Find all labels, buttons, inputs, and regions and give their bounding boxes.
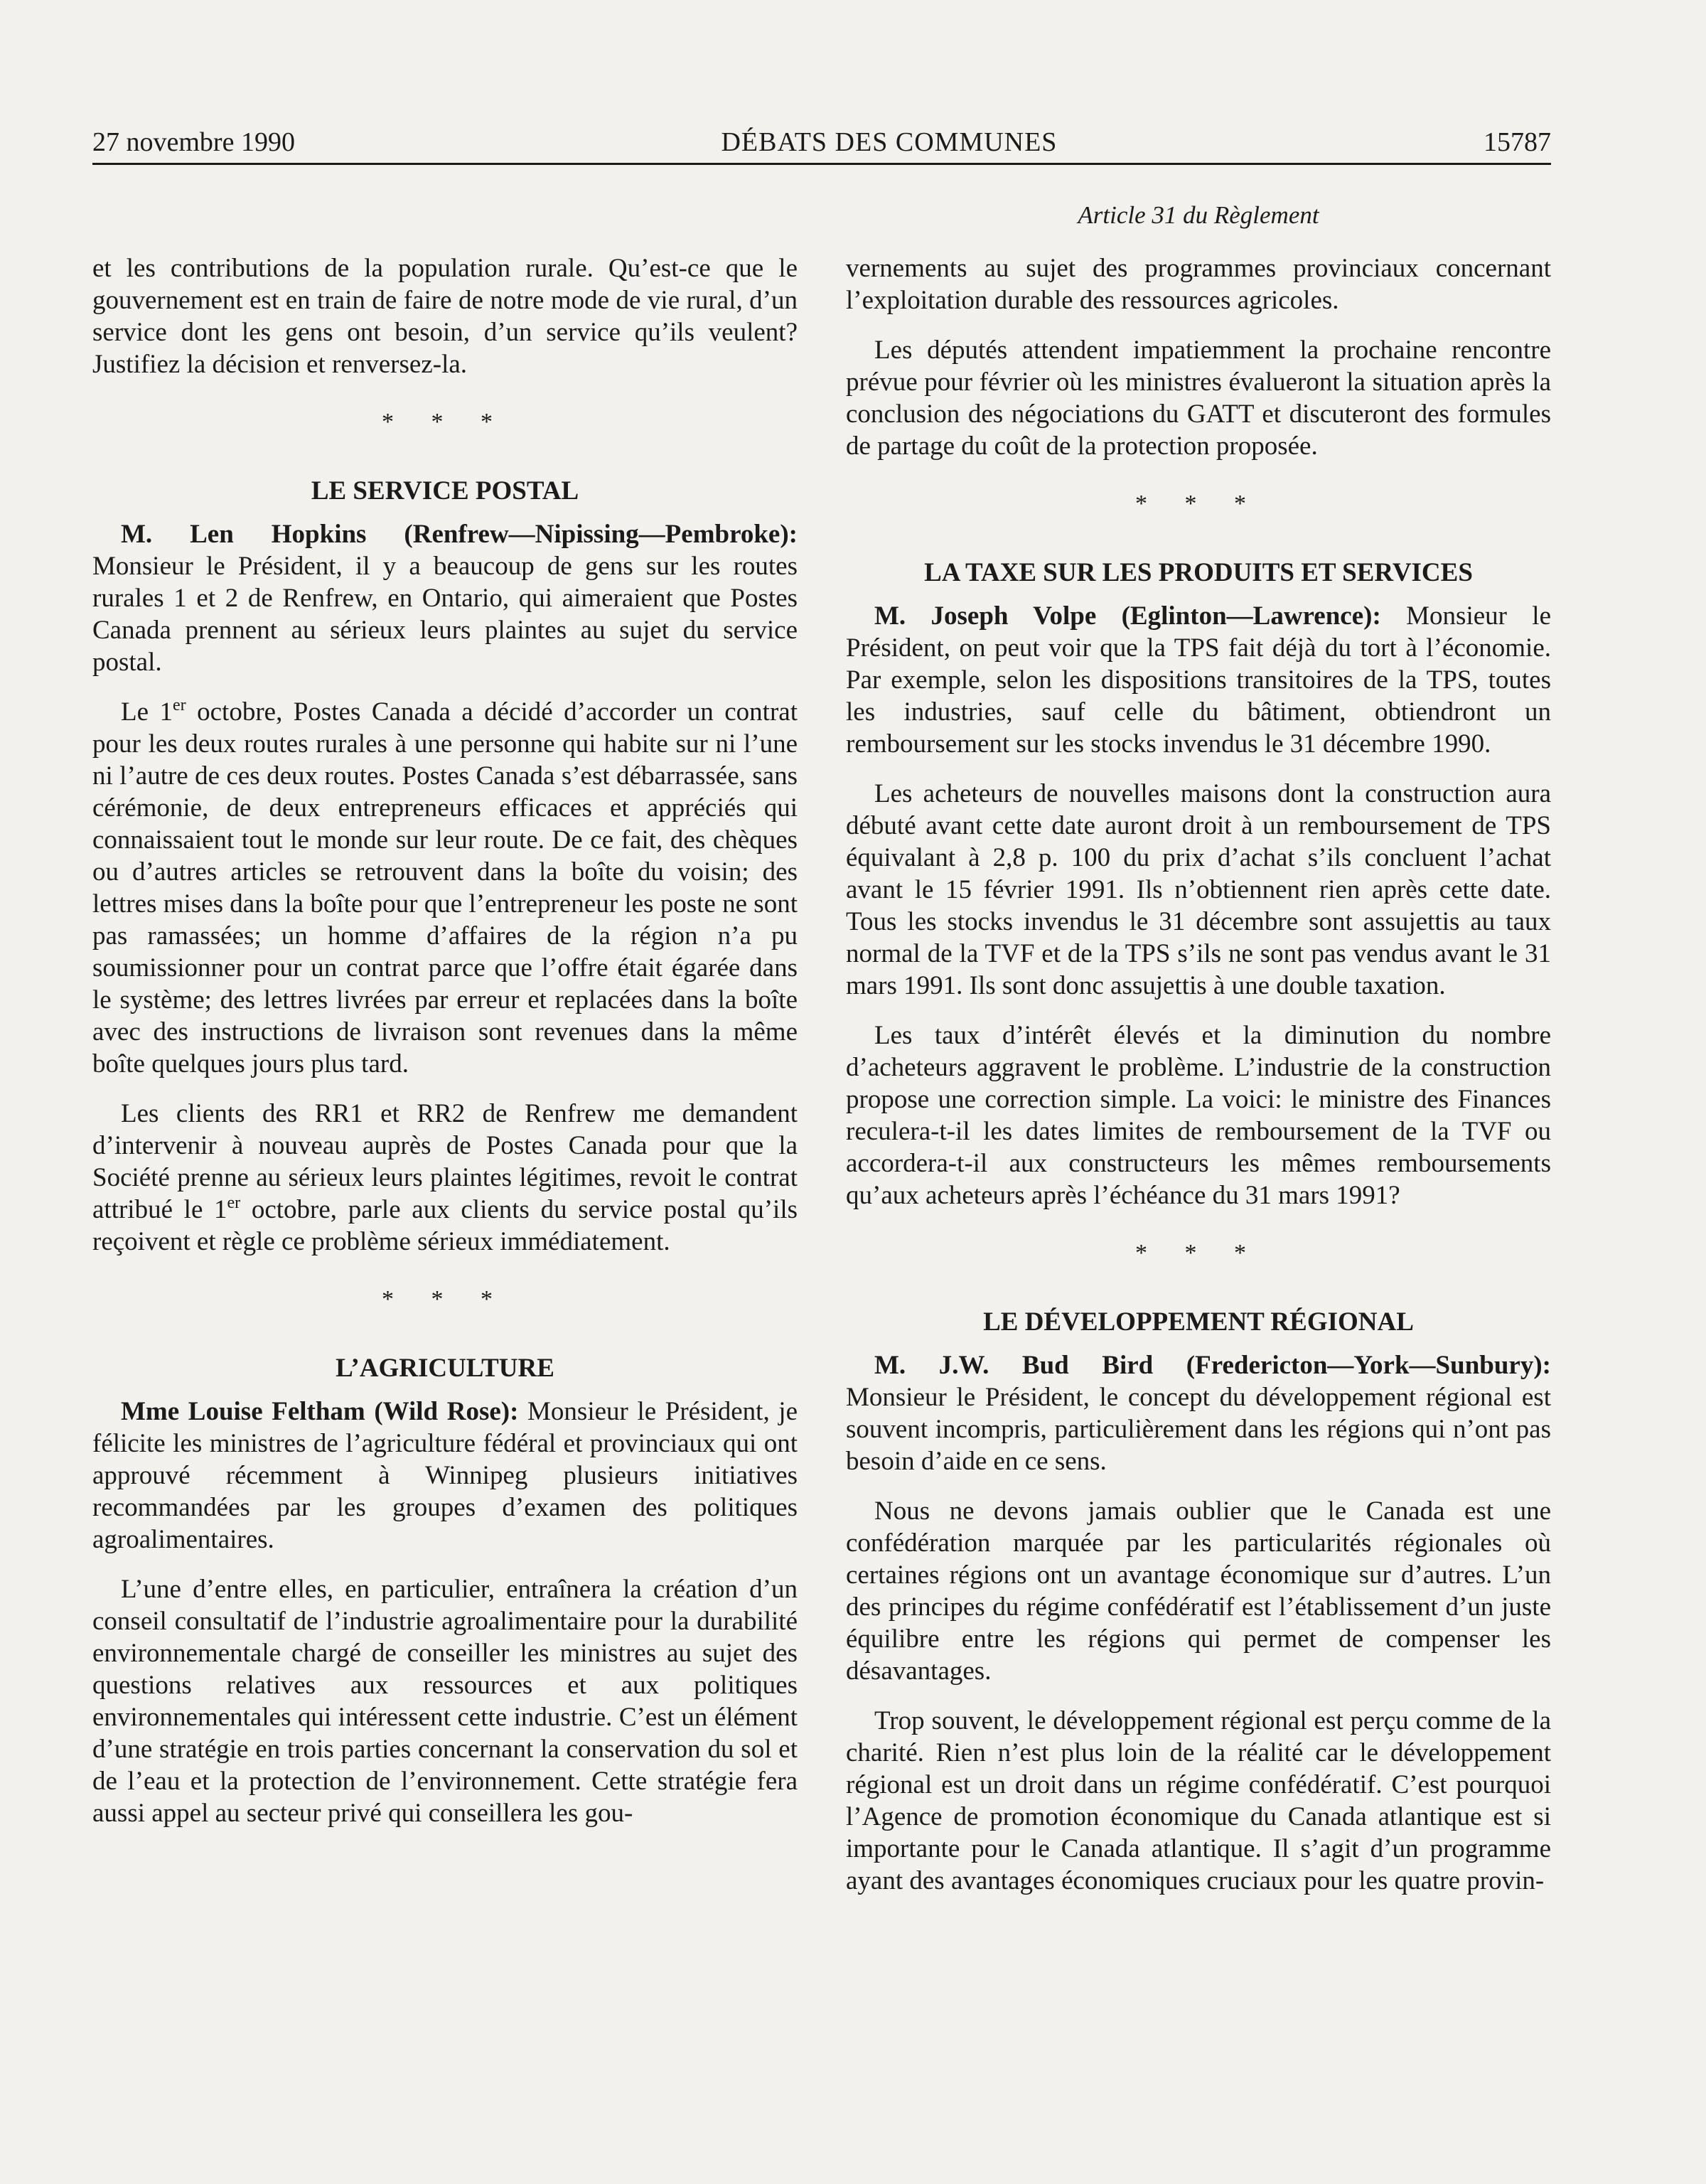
rubric: Article 31 du Règlement: [1078, 201, 1319, 229]
paragraph: Les acheteurs de nouvelles maisons dont la construction aura débuté avant cette date auront droit à un remboursement de TPS équivalant à 2,8 p. 100 du prix d’achat s’ils concluent l’achat avant le 15 février 1991. Ils n’obtiennent rien après cette date. Tous les stocks invendus le 31 décembre sont assujettis au taux normal de la TVF et de la TPS s’ils ne sont pas vendus avant le 31 mars 1991. Ils sont donc assujettis à une double taxation.: [846, 779, 1551, 1000]
section-heading: LE DÉVELOPPEMENT RÉGIONAL: [983, 1307, 1414, 1337]
paragraph-text: Monsieur le Président, il y a beaucoup de gens sur les routes rurales 1 et 2 de Renfrew, en Ontario, qui aimeraient que Postes Canada prennent au sérieux leurs plaintes au sujet du service postal.: [92, 552, 798, 677]
paragraph-text: Monsieur le Président, on peut voir que la TPS fait déjà du tort à l’économie. Par exemple, selon les dispositions transitoires de la TPS, toutes les industries, sauf celle du bâtiment, obtiendront un remboursement sur les stocks invendus le 31 décembre 1990.: [846, 601, 1552, 759]
paragraph: Les députés attendent impatiemment la prochaine rencontre prévue pour février où les ministres évalueront la situation après la conclusion des négociations du GATT et discuteront des formules de partage du coût de la protection proposée.: [846, 336, 1551, 461]
paragraph-text: Le 1: [121, 697, 173, 727]
paragraph-text: Monsieur le Président, je félicite les ministres de l’agriculture fédéral et provinciaux qui ont approuvé récemment à Winnipeg plusieurs initiatives recommandées par les groupes d’examen des politiques agroalimentaires.: [92, 1397, 798, 1554]
paragraph: [92, 1396, 798, 1556]
paragraph: L’une d’entre elles, en particulier, entraînera la création d’un conseil consultatif de l’industrie agroalimentaire pour la durabilité environnementale chargé de conseiller les ministres au sujet des questions relatives aux ressources et aux politiques environnementales qui intéressent cette industrie. C’est un élément d’une stratégie en trois parties concernant la conservation du sol et de l’eau et la protection de l’environnement. Cette stratégie fera aussi appel au secteur privé qui conseillera les gou-: [92, 1575, 798, 1828]
superscript: er: [227, 1194, 241, 1212]
left-column: [92, 252, 798, 1847]
section-heading: LA TAXE SUR LES PRODUITS ET SERVICES: [924, 558, 1473, 587]
header-title: DÉBATS DES COMMUNES: [721, 127, 1058, 157]
paragraph-text: Monsieur le Président, le concept du développement régional est souvent incompris, particulièrement dans les régions qui n’ont pas besoin d’aide en ce sens.: [846, 1383, 1551, 1476]
header-rule: [92, 163, 1551, 165]
right-column: [846, 252, 1551, 1915]
speaker-name: M. Len Hopkins (Renfrew—Nipissing—Pembroke):: [121, 520, 798, 549]
speaker-name: M. Joseph Volpe (Eglinton—Lawrence):: [874, 601, 1381, 631]
paragraph-text: Les clients des RR1 et RR2 de Renfrew me demandent d’intervenir à nouveau auprès de Postes Canada pour que la Société prenne au sérieux leurs plaintes légitimes, revoit le contrat attribué le 1: [92, 1099, 798, 1224]
paragraph: [92, 518, 798, 678]
page-number: 15787: [1483, 127, 1551, 157]
header-date: 27 novembre 1990: [92, 127, 295, 157]
paragraph: Les taux d’intérêt élevés et la diminution du nombre d’acheteurs aggravent le problème. L’industrie de la construction propose une correction simple. La voici: le ministre des Finances reculera-t-il les dates limites de remboursement de la TVF ou accordera-t-il aux constructeurs les mêmes remboursements qu’aux acheteurs après l’échéance du 31 mars 1991?: [846, 1021, 1551, 1210]
paragraph: [92, 696, 798, 1080]
paragraph: [92, 1098, 798, 1258]
section-heading: LE SERVICE POSTAL: [311, 476, 579, 505]
paragraph: vernements au sujet des programmes provinciaux concernant l’exploitation durable des ressources agricoles.: [846, 254, 1551, 315]
paragraph-text: octobre, Postes Canada a décidé d’accorder un contrat pour les deux routes rurales à une personne qui habite sur ni l’une ni l’autre de ces deux routes. Postes Canada s’est débarrassée, sans cérémonie, de deux entrepreneurs efficaces et appréciés qui connaissaient tout le monde sur leur route. De ce fait, des chèques ou d’autres articles se retrouvent dans la boîte du voisin; des lettres mises dans la boîte pour que l’entrepreneur les poste ne sont pas ramassées; un homme d’affaires de la région n’a pu soumissionner pour un contrat parce que l’offre était égarée dans le système; des lettres livrées par erreur et replacées dans la boîte avec des instructions de livraison sont revenues dans la même boîte quelques jours plus tard.: [92, 697, 798, 1078]
paragraph: [846, 600, 1551, 760]
speaker-name: M. J.W. Bud Bird (Fredericton—York—Sunbury):: [874, 1351, 1551, 1380]
page-header: [92, 127, 1551, 158]
speaker-name: Mme Louise Feltham (Wild Rose):: [121, 1397, 519, 1426]
paragraph: Trop souvent, le développement régional est perçu comme de la charité. Rien n’est plus loin de la réalité car le développement régional est un droit dans un régime confédératif. C’est pourquoi l’Agence de promotion économique du Canada atlantique est si importante pour le Canada atlantique. Il s’agit d’un programme ayant des avantages économiques cruciaux pour les quatre provin-: [846, 1706, 1551, 1895]
paragraph: Nous ne devons jamais oublier que le Canada est une confédération marquée par les particularités régionales où certaines régions ont un avantage économique sur d’autres. L’un des principes du régime confédératif est l’établissement d’un juste équilibre entre les régions qui permet de compenser les désavantages.: [846, 1497, 1551, 1686]
paragraph-text: octobre, parle aux clients du service postal qu’ils reçoivent et règle ce problème sérieux immédiatement.: [92, 1195, 798, 1256]
paragraph: et les contributions de la population rurale. Qu’est-ce que le gouvernement est en train de faire de notre mode de vie rural, d’un service dont les gens ont besoin, d’un service qu’ils veulent? Justifiez la décision et renversez-la.: [92, 254, 798, 379]
section-separator: * * *: [382, 409, 508, 435]
superscript: er: [173, 696, 186, 714]
section-separator: * * *: [1135, 491, 1262, 517]
paragraph: [846, 1349, 1551, 1477]
section-separator: * * *: [1135, 1240, 1262, 1266]
section-heading: L’AGRICULTURE: [336, 1354, 554, 1383]
section-separator: * * *: [382, 1286, 508, 1312]
